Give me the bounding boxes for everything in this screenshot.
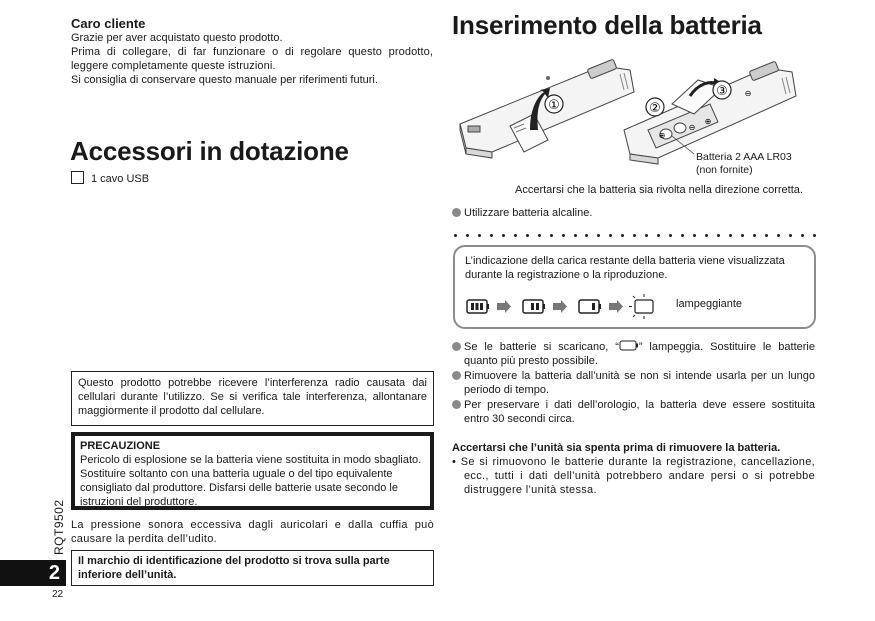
accessories-title: Accessori in dotazione [70,136,349,166]
battery-empty-blinking-icon [629,294,653,319]
bullet-icon [452,371,461,380]
list-item-text: ” lampeggia. Sostituire le batterie quanto più presto possibile. [464,341,815,367]
bullet-icon [452,400,461,409]
battery-level-sequence [465,293,655,321]
battery-empty-icon [619,340,639,351]
sound-pressure-note: La pressione sonora eccessiva dagli auricolari e dalla cuffia può causare la perdita dell’udito. [71,519,434,545]
polarity-mark: ⊖ [688,123,696,132]
battery-type-line: Batteria 2 AAA LR03 [696,151,792,163]
list-item [452,340,815,368]
battery-type-line: (non fornite) [696,164,753,176]
greeting-line: Prima di collegare, di far funzionare o di regolare questo prodotto, leggere completamente queste istruzioni. [71,46,433,72]
caution-title: PRECAUZIONE [80,440,161,452]
list-item-text: Rimuovere la batteria dall’unità se non si intende usarla per un lungo periodo di tempo. [464,370,815,396]
caution-box [71,432,434,510]
greeting-line: Si consiglia di conservare questo manuale per riferimenti futuri. [71,74,378,86]
removal-note [452,455,815,497]
polarity-mark: ⊕ [704,117,712,126]
list-item-text: Se le batterie si scaricano, “ [464,341,619,353]
battery-indicator-box [453,245,816,329]
step-3-label: ③ [716,84,728,99]
greeting-line: Grazie per aver acquistato questo prodotto. [71,32,283,44]
page-number-big: 2 [48,562,60,584]
orientation-note: Accertarsi che la batteria sia rivolta nella direzione corretta. [515,184,803,196]
step-1-label: ① [548,98,560,113]
battery-type-label [696,151,792,177]
page-number-box [0,560,66,586]
greeting-title: Caro cliente [71,16,146,31]
blinking-label: lampeggiante [676,298,743,310]
indicator-description: L’indicazione della carica restante della batteria viene visualizzata durante la registrazione o la riproduzione. [465,255,785,281]
page-number-small: 22 [52,589,64,600]
arrow-right-icon [497,300,511,313]
marking-text: Il marchio di identificazione del prodotto si trova sulla parte inferiore dell’unità. [78,555,390,581]
polarity-mark: ⊖ [744,89,752,98]
dotted-divider [454,234,816,237]
list-item: • Se si rimuovono le batterie durante la registrazione, cancellazione, ecc., tutti i dati dell’unità potrebbero andare persi o si potrebbe distruggere l’unità stessa. [452,456,815,496]
bullet-icon [452,342,461,351]
removal-text: Se si rimuovono le batterie durante la registrazione, cancellazione, ecc., tutti i dati dell’unità potrebbero andare persi o si potrebbe distruggere l’unità stessa. [460,456,815,496]
arrow-right-icon [609,300,623,313]
battery-two-bars-icon [523,300,545,313]
removal-title: Accertarsi che l’unità sia spenta prima di rimuovere la batteria. [452,442,781,454]
list-item [452,369,815,397]
caution-text: Pericolo di esplosione se la batteria viene sostituita in modo sbagliato. Sostituire soltanto con una batteria uguale o del tipo equivalente consigliato dal produttore. Disfarsi delle batterie usate secondo le istruzioni del produttore. [80,454,422,508]
accessory-label: 1 cavo USB [91,173,150,185]
marking-notice [71,550,434,586]
model-code: RQT9502 [52,499,66,555]
arrow-right-icon [553,300,567,313]
greeting-text [71,31,433,87]
interference-text: Questo prodotto potrebbe ricevere l’interferenza radio causata dai cellulari durante l’utilizzo. Se si verifica tale interferenza, allontanare maggiormente il prodotto dal cellulare. [78,377,427,417]
step-2-label: ② [649,101,661,116]
list-item [452,398,815,426]
battery-one-bar-icon [579,300,601,313]
bullet-icon [452,208,461,217]
list-item-text: Per preservare i dati dell’orologio, la batteria deve essere sostituita entro 30 secondi circa. [464,399,815,425]
battery-notes-list [452,340,815,426]
checkbox-icon [71,171,84,184]
interference-notice [71,371,434,426]
battery-full-icon [467,300,489,313]
battery-section-title: Inserimento della batteria [452,10,762,40]
alkaline-note [452,206,592,220]
accessory-item [71,171,149,186]
polarity-mark: ⊕ [658,131,666,140]
alkaline-text: Utilizzare batteria alcaline. [464,207,593,219]
